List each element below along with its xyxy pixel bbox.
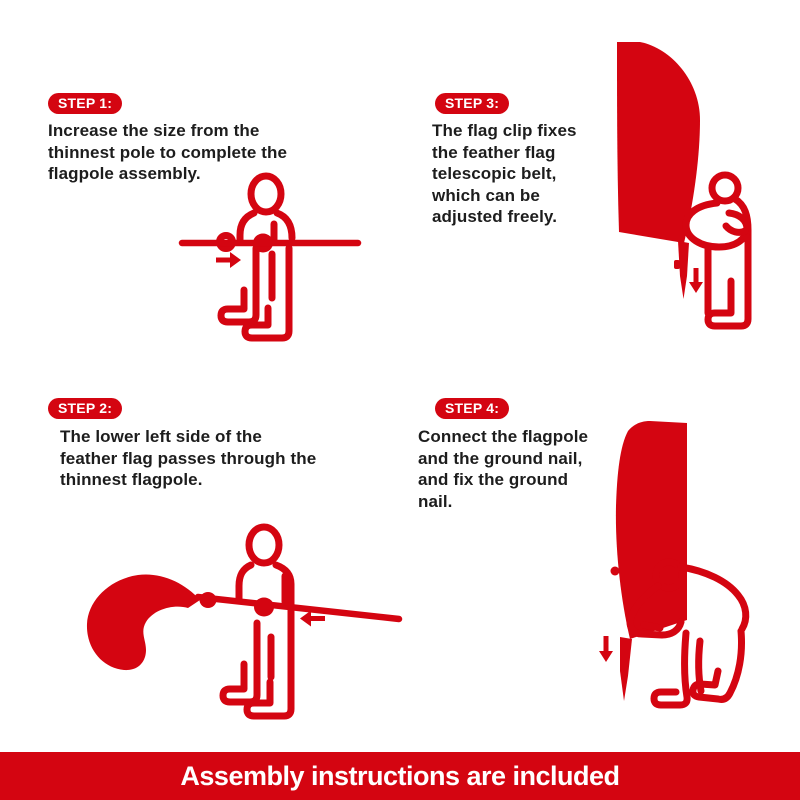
feather-flag-cloth [87,574,200,670]
person-torso-left [239,565,251,600]
step-2-line-1: The lower left side of the [60,427,262,446]
ground-nail [620,637,632,701]
step-1-line-2: thinnest pole to complete the [48,142,288,162]
person-leg-line [699,641,701,691]
step-4-description [418,426,608,512]
person-torso-right [277,213,292,238]
person-front-leg [654,633,687,705]
person-back [681,567,746,629]
feather-flag [616,421,687,639]
person-head [249,527,279,563]
person-figure [686,175,748,326]
ground-nail [678,241,689,299]
step-1-line-1: Increase the size from the [48,121,260,140]
step-4-illustration [588,401,773,731]
arrow-down-icon [599,636,613,662]
person-hand [644,625,660,628]
banner-text: Assembly instructions are included [180,760,620,791]
step-4-line-3: and fix the ground [418,470,569,489]
bottom-banner [0,752,800,800]
flag-fold [151,626,195,638]
step-2-line-3: thinnest flagpole. [60,470,203,489]
person-figure [200,527,292,716]
person-torso-left [240,213,254,242]
flag-clip [674,260,680,269]
arrow-right-icon [216,252,241,268]
person-fist [254,598,274,617]
person-front-leg [223,623,257,702]
step-3-line-3: telescopic belt, [432,164,557,183]
step-3-line-4: which can be [432,185,540,205]
step-2-illustration [58,512,423,732]
step-4-badge: STEP 4: [435,398,509,419]
person-hand [200,592,217,608]
step-3-badge: STEP 3: [435,93,509,114]
flagpole [198,597,399,619]
step-3-description [432,120,602,228]
step-1-line-3: flagpole assembly. [48,164,201,183]
step-1-badge: STEP 1: [48,93,122,114]
arrow-down-icon [689,268,703,293]
step-2-badge: STEP 2: [48,398,122,419]
step-4-line-2: and the ground nail, [418,448,583,468]
step-3-line-1: The flag clip fixes [432,121,577,140]
person-hand [726,226,745,232]
step-2-line-2: feather flag passes through the [60,448,317,468]
step-4-line-4: nail. [418,491,453,511]
step-1-illustration [158,168,383,343]
step-4-line-1: Connect the flagpole [418,427,589,446]
person-head [251,176,281,212]
step-3-illustration [593,36,763,341]
person-arms [686,203,747,247]
step-2-description [60,426,340,491]
step-3-line-5: adjusted freely. [432,207,558,226]
step-3-line-2: the feather flag [432,142,556,162]
flag-clip [611,567,620,576]
